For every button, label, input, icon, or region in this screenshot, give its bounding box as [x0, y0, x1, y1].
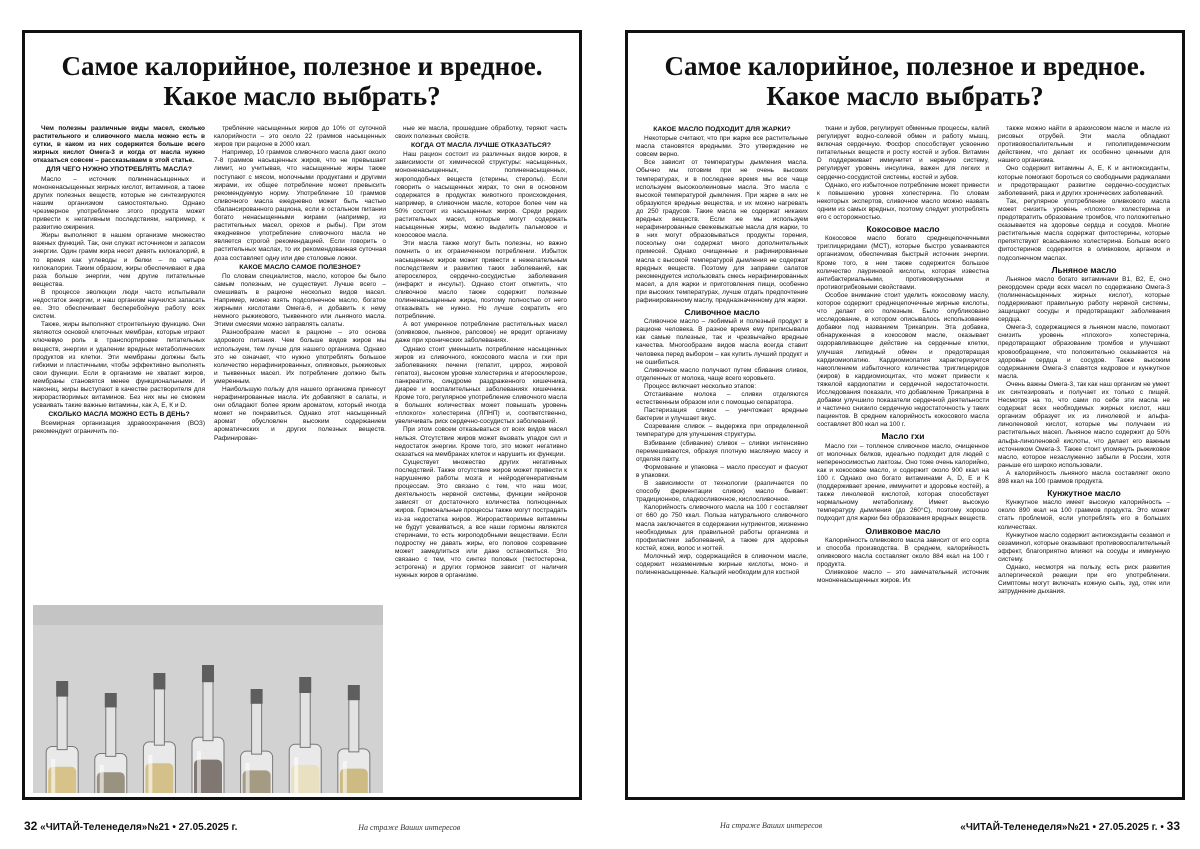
paragraph: ткани и зубов, регулирует обменные процессы, калий регулирует водно-солевой обмен и работу мышц, включая сердечную. Фосфор способствует усвоению питательных веществ и росту костей и зубов. Витамин D поддерживает иммунитет и нервную систему, регулирует уровень инсулина, важен для легких и сердечно-сосудистой системы, костей и зубов. [817, 125, 989, 181]
right-column-1 [636, 125, 808, 793]
paragraph: требление насыщенных жиров до 10% от суточной калорийности – это около 22 граммов насыщенных жиров при рационе в 2000 ккал. [214, 125, 386, 149]
right-column-3 [998, 125, 1170, 793]
paragraph: Созревание сливок – выдержка при определенной температуре для улучшения структуры. [636, 423, 808, 439]
section-heading: Кокосовое масло [866, 224, 940, 235]
page-number: 32 [24, 819, 38, 833]
paragraph: Кокосовое масло богато среднецепочечными триглицеридами (МСТ), которые быстро усваиваются организмом, обеспечивая быстрый источник энергии. Кроме того, в нем также содержится большое количество лауриновой кислоты, которая известна антибактериальными, противовирусными и противогрибковыми свойствами. [817, 235, 989, 291]
paragraph: А калорийность льняного масла составляет около 898 ккал на 100 граммов продукта. [998, 469, 1170, 486]
subheading: КОГДА ОТ МАСЛА ЛУЧШЕ ОТКАЗАТЬСЯ? [411, 142, 551, 150]
paragraph: Жиры выполняют в нашем организме множество важных функций. Так, они служат источником и запасом энергии. Один грамм жира несет девять килокалорий, в то время как углеводы и белки – по четыре килокалории. Таким образом, жиры обеспечивают в два раза больше энергии, чем другие питательные вещества. [33, 232, 205, 288]
paragraph: В зависимости от технологии (различается по способу ферментации сливок) масло бывает: традиционное, сладкосливочное, кислосливочное. [636, 480, 808, 504]
paragraph: Кунжутное масло имеет высокую калорийность – около 890 ккал на 100 граммов продукта. Это может стать проблемой, если употреблять его в больших количествах. [998, 499, 1170, 531]
paragraph: Сливочное масло – любимый и полезный продукт в рационе человека. В разное время ему приписывали как самые полезные, так и чрезвычайно вредные качества. Многообразие видов масла всегда ставит человека перед выбором – как купить лучший продукт и не ошибиться. [636, 318, 808, 366]
paragraph: Однако, его избыточное потребление может привести к повышению уровня холестерина. По словам некоторых экспертов, сливочное масло можно назвать одним из самых вредных, поэтому следует употреблять его с осторожностью. [817, 181, 989, 222]
paragraph: Некоторые считают, что при жарке все растительные масла становятся вредными. Это утверждение не совсем верно. [636, 135, 808, 159]
left-column-3 [395, 125, 567, 793]
headline-line-1: Самое калорийное, полезное и вредное. [664, 51, 1146, 81]
paragraph: Все зависит от температуры дымления масла. Обычно мы готовим при не очень высоких температурах, и в последнее время мы все чаще используем высокоолеиновые масла. Это масла с высокой температурой дымления. При жарке в них не образуются вредные вещества, и их можно нагревать до 250 градусов. Такие масла не содержат никаких вредных веществ. Если же мы используем нерафинированные свежевыжатые масла для жарки, то в них могут образовываться продукты горения, поскольку они содержат много дополнительных примесей. Однако очищенные и рафинированные масла с высокой температурой дымления не содержат вредных веществ. Поэтому для заправки салатов рекомендуется использовать смесь нерафинированных масел, а для жарки и приготовления пищи, особенно при высоких температурах, лучше отдать предпочтение рафинированному маслу, предназначенному для жарки. [636, 159, 808, 304]
right-column-2 [817, 125, 989, 793]
section-heading: Сливочное масло [684, 307, 760, 318]
paragraph: Молочный жир, содержащийся в сливочном масле, содержит незаменимые жирные кислоты, моно- и полиненасыщенные. Кальций необходим для костной [636, 552, 808, 577]
paragraph: При этом совсем отказываться от всех видов масел нельзя. Отсутствие жиров может вызвать упадок сил и недостаток энергии. Кроме того, это может негативно сказаться на мембранах клеток и нарушить их функции. [395, 426, 567, 458]
right-body [636, 125, 1174, 793]
paragraph: В процессе эволюции люди часто испытывали недостаток энергии, и наш организм научился запасать ее. Это обеспечивает бесперебойную работу всех систем. [33, 288, 205, 321]
subheading: КАКОЕ МАСЛО САМОЕ ПОЛЕЗНОЕ? [239, 263, 361, 271]
subheading: СКОЛЬКО МАСЛА МОЖНО ЕСТЬ В ДЕНЬ? [48, 411, 190, 419]
left-page [22, 30, 582, 800]
headline-line-2: Какое масло выбрать? [163, 81, 441, 111]
paragraph: Льняное масло богато витаминами В1, В2, Е, оно рекордсмен среди всех масел по содержанию Омега-3 (полиненасыщенных жирных кислот), которые поддерживают правильную работу нервной системы, защищают сосуды и предотвращают заболевания сердца. [998, 275, 1170, 324]
paragraph: Оливковое масло – это замечательный источник мононенасыщенных жиров. Их [817, 568, 989, 585]
paragraph: Оно содержит витамины А, Е, К и антиоксиданты, которые помогают бороться со свободными радикалами и предотвращают развитие сердечно-сосудистых заболеваний, рака и других хронических заболеваний. [998, 165, 1170, 197]
paragraph: Эти масла также могут быть полезны, но важно помнить о их ограниченном потреблении. Избыток насыщенных жиров может привести к нежелательным последствиям и развитию таких заболеваний, как атеросклероз, сердечно-сосудистые заболевания (инфаркт и инсульт). Однако стоит отметить, что сливочное масло также содержит полезные полиненасыщенные жиры, поэтому полностью от него отказывать не нужно. Но лучше сократить его потребление. [395, 240, 567, 321]
publication-info: «ЧИТАЙ-Теленеделя»№21 • 27.05.2025 г. [40, 822, 238, 833]
paragraph: Калорийность оливкового масла зависит от его сорта и способа производства. В среднем, калорийность оливкового масла составляет около 884 ккал на 100 г продукта. [817, 536, 989, 568]
page-number: 33 [1166, 819, 1180, 833]
paragraph: Особое внимание стоит уделить кокосовому маслу, которое содержит среднецепочечные жирные кислоты, что делает его полезным. Было опубликовано исследование, в котором описывалось использование добавки под названием Трикаприн. Эта добавка, обнаруженная в кокосовом масле, оказывает оздоравливающее действие на сердечные клетки, улучшая липидный обмен и предотвращая кардиомиопатию. Кардиомиопатия характеризуется накоплением избыточного количества триглицеридов (жиров) в кардиомиоцитах, что может привести к тяжелой кардиопатии и сердечной недостаточности. Исследования показали, что добавление Трикаприна в добавки улучшило показатели сердечной деятельности и частично снизило сердечную недостаточность у таких пациентов. В среднем калорийность кокосового масла составляет 800 ккал на 100 г. [817, 291, 989, 429]
lead-paragraph: Чем полезны различные виды масел, сколько растительного и сливочного масла можно есть в сутки, в каком из них содержится больше всего жирных кислот Омега-3 и когда от масла нужно отказаться совсем – рассказываем в этой статье. [33, 125, 205, 165]
section-heading: Масло гхи [881, 431, 925, 442]
right-page [625, 30, 1185, 800]
left-footer [24, 816, 460, 836]
paragraph: Однако стоит уменьшить потребление насыщенных жиров из сливочного, кокосового масла и гхи при заболеваниях печени (гепатит, цирроз, жировой гепатоз), высоком уровне холестерина и атеросклерозе, панкреатите, синдроме раздраженного кишечника, диарее и воспалительных заболеваниях кишечника. Кроме того, регулярное употребление сливочного масла в больших количествах может повышать уровень «плохого» холестерина (ЛПНП) и, соответственно, увеличивать риск сердечно-сосудистых заболеваний. [395, 345, 567, 426]
section-heading: Кунжутное масло [1047, 488, 1121, 499]
paragraph: Всемирная организация здравоохранения (ВОЗ) рекомендует ограничить по- [33, 420, 205, 436]
paragraph: Сливочное масло получают путем сбивания сливок, отделенных от молока, чаще всего коровьего. [636, 366, 808, 382]
paragraph: Отстаивание молока – сливки отделяются естественным образом или с помощью сепаратора. [636, 391, 808, 407]
left-body [33, 125, 571, 793]
footer-slogan: На страже Ваших интересов [720, 821, 823, 830]
footer-slogan: На страже Ваших интересов [358, 823, 461, 832]
right-headline [628, 51, 1182, 111]
publication-info: «ЧИТАЙ-Теленеделя»№21 • 27.05.2025 г. • [960, 822, 1164, 833]
headline-line-1: Самое калорийное, полезное и вредное. [61, 51, 543, 81]
paragraph: По словам специалистов, масло, которое бы было самым полезным, не существует. Лучше всего – смешивать в рационе несколько видов масел. Например, можно взять подсолнечное масло, богатое жирными кислотами Омега-6, и добавить к нему немного рыжикового, тыквенного или льняного масла. Этими смесями можно заправлять салаты. [214, 272, 386, 329]
left-column-2 [214, 125, 386, 501]
section-heading: Оливковое масло [865, 525, 941, 536]
left-headline [25, 51, 579, 111]
right-footer [620, 816, 1180, 836]
paragraph: Однако, несмотря на пользу, есть риск развития аллергической реакции при его употреблении. Симптомы могут включать кожную сыпь, зуд, отек или затруднение дыхания. [998, 563, 1170, 596]
oil-bottles-photo [33, 605, 383, 793]
paragraph: Масло гхи – топленое сливочное масло, очищенное от молочных белков, идеально подходит для людей с непереносимостью лактозы. Оно тоже очень калорийно, как и кокосовое масло, и содержит около 900 ккал на 100 г. Однако оно богато витаминами А, D, E и K (поддерживает зрение, иммунитет и здоровье костей), а также линолевой кислотой, которая способствует нормальному метаболизму. Имеет высокую температуру дымления (до 260°C), поэтому хорошо подходит для жарки без образования вредных веществ. [817, 442, 989, 523]
subheading: КАКОЕ МАСЛО ПОДХОДИТ ДЛЯ ЖАРКИ? [653, 126, 791, 133]
paragraph: Взбивание (сбивание) сливок – сливки интенсивно перемешиваются, образуя плотную масляную массу и отделяя пахту. [636, 439, 808, 463]
paragraph: Кунжутное масло содержит антиоксиданты сезамол и сезаминол, которые оказывают противовоспалительный эффект, благоприятно влияют на сосуды и иммунную систему. [998, 531, 1170, 563]
paragraph: также можно найти в арахисовом масле и масле из рисовых отрубей. Эти масла обладают противовоспалительным и гиполипидемическим действием, что делает их особенно ценными для нашего организма. [998, 125, 1170, 165]
paragraph: Разнообразие масел в рационе – это основа здорового питания. Чем больше видов жиров мы используем, тем лучше для нашего организма. Однако это не означает, что нужно употреблять большое количество нерафинированных, оливковых, рыжиковых и тыквенных масел. Их потребление должно быть умеренным. [214, 329, 386, 385]
paragraph: Наибольшую пользу для нашего организма принесут нерафинированные масла. Их добавляют в салаты, и они обладают более ярким ароматом, который иногда может не понравиться. Однако этот насыщенный аромат обусловлен высоким содержанием ароматических и других полезных веществ. Рафинирован- [214, 386, 386, 442]
paragraph: Калорийность сливочного масла на 100 г составляет от 660 до 750 ккал. Польза натурального сливочного масла заключается в содержании нутриентов, жизненно необходимых для правильной работы организма и профилактики заболеваний, а также для здоровья костей, кожи, волос и ногтей. [636, 504, 808, 552]
paragraph: Например, 10 граммов сливочного масла дают около 7-8 граммов насыщенных жиров, что не превышает лимит, но учитывая, что насыщенные жиры также поступают с мясом, молочными продуктами и другими жирами, их общее потребление может превысить рекомендуемую норму. Употребление 10 граммов сливочного масла ежедневно может быть частью сбалансированного рациона, если в остальном питании богато ненасыщенными жирами (например, из растительных масел, орехов и рыбы). При этом ежедневное употребление сливочного масла не является строгой рекомендацией. Если говорить о растительных маслах, то их рекомендованная суточная доза составляет одну или две столовые ложки. [214, 149, 386, 262]
left-column-1 [33, 125, 205, 501]
paragraph: Существует множество других негативных последствий. Также отсутствие жиров может привести к нарушению работы мозга и нейродегенеративным процессам. Это связано с тем, что наш мозг, деятельность нервной системы, функции нейронов зависят от достаточного количества полноценных жиров. Гормональные процессы также могут пострадать из-за недостатка жиров. Жирорастворимые витамины не будут усваиваться, а все наши гормоны являются стеринами, то есть жироподобными веществами. Если подростку не давать жиры, его половое созревание может замедлиться или даже остановиться. Это связано с тем, что синтез половых (тестостерона, эстрогена) и других гормонов зависит от наличия нужных жиров в организме. [395, 458, 567, 580]
paragraph: Очень важны Омега-3, так как наш организм не умеет их синтезировать и получает их только с пищей. Несмотря на то, что сами по себе эти масла не содержат всех необходимых жирных кислот, наш организм образует их из линолевой и альфа-линоленовой кислот, которые мы получаем из растительных масел. Льняное масло содержит до 50% альфа-линоленовой кислоты, что делает его важным источником Омега-3. Также стоит упомянуть рыжиковое масло, которое незаслуженно забыли в России, хотя раньше его широко использовали. [998, 380, 1170, 469]
paragraph: Масло – источник полиненасыщенных и мононенасыщенных жирных кислот, витаминов, а также других полезных веществ, которые не синтезируются нашим организмом самостоятельно. Однако чрезмерное употребление этого продукта может привести к негативным последствиям, например, к развитию ожирения. [33, 175, 205, 232]
oil-bottles-image [33, 605, 383, 793]
paragraph: Пастеризация сливок – уничтожает вредные бактерии и улучшает вкус. [636, 407, 808, 423]
paragraph: Также, жиры выполняют строительную функцию. Они являются основой клеточных мембран, которые играют ключевую роль в транспортировке питательных веществ, энергии и удалении вредных метаболических продуктов из клетки. Эти мембраны должны быть гибкими и пластичными, чтобы эффективно выполнять свои функции. Если в организме не хватает жиров, мембраны становятся менее функциональными. И наконец, жиры выступают в качестве растворителя для жирорастворимых витаминов. Без них мы не сможем усваивать такие важные витамины, как А, Е, К и D. [33, 321, 205, 410]
subheading: ДЛЯ ЧЕГО НУЖНО УПОТРЕБЛЯТЬ МАСЛА? [46, 166, 192, 174]
paragraph: А вот умеренное потребление растительных масел (оливковое, льняное, рапсовое) не вредит организму даже при хронических заболеваниях. [395, 321, 567, 345]
paragraph: Формование и упаковка – масло прессуют и фасуют в упаковки. [636, 463, 808, 479]
paragraph: Так, регулярное употребление оливкового масла может снизить уровень «плохого» холестерина и предотвратить образование тромбов, что положительно сказывается на здоровье сердца и сосудов. Многие растительные масла содержат фитостерины, которые препятствуют всасыванию холестерина. Больше всего фитостеринов содержится в оливковом, арганом и подсолнечном маслах. [998, 197, 1170, 262]
paragraph: Наш рацион состоит из различных видов жиров, в зависимости от химической структуры: насыщенных, мононенасыщенных, полиненасыщенных, жироподобных веществ (стерины, стеролы). Если говорить о насыщенных жирах, то они в основном содержатся в продуктах животного происхождения, например, в сливочном масле, которое более чем на 50% состоит из насыщенных жиров. Среди редких растительных масел, которые могут содержать насыщенные жиры, можно выделить пальмовое и кокосовое масла. [395, 151, 567, 240]
paragraph: ные же масла, прошедшие обработку, теряют часть своих полезных свойств. [395, 125, 567, 141]
headline-line-2: Какое масло выбрать? [766, 81, 1044, 111]
paragraph: Омега-3, содержащиеся в льняном масле, помогают снизить уровень «плохого» холестерина, предотвращают образование тромбов и улучшают кровообращение, что положительно сказывается на здоровье сердца и сосудов. Также высоким содержанием Омега-3 славятся кедровое и кунжутное масла. [998, 324, 1170, 380]
section-heading: Льняное масло [1051, 264, 1117, 275]
paragraph: Процесс включает несколько этапов: [644, 382, 756, 390]
